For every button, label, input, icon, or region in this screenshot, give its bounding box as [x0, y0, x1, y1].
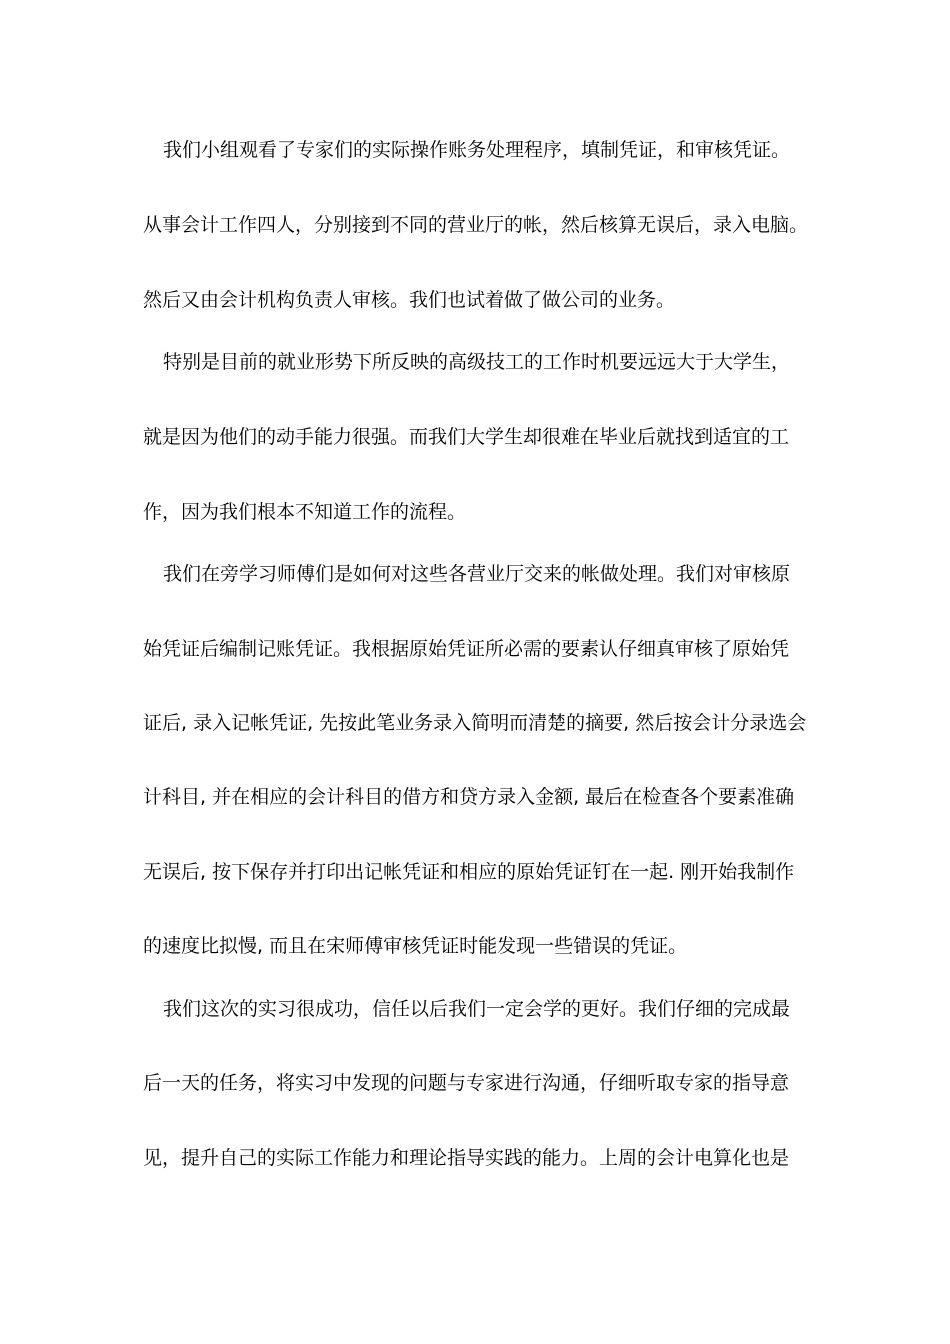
paragraph-2-line-3: 作，因为我们根本不知道工作的流程。	[143, 501, 467, 523]
paragraph-3-line-3: 证后, 录入记帐凭证, 先按此笔业务录入简明而清楚的摘要, 然后按会计分录选会	[143, 712, 807, 734]
paragraph-4-line-3: 见，提升自己的实际工作能力和理论指导实践的能力。上周的会计电算化也是	[143, 1147, 790, 1169]
paragraph-2-line-2: 就是因为他们的动手能力很强。而我们大学生却很难在毕业后就找到适宜的工	[143, 426, 790, 448]
paragraph-2-line-1: 特别是目前的就业形势下所反映的高级技工的工作时机要远远大于大学生，	[163, 351, 791, 373]
paragraph-4-line-1: 我们这次的实习很成功，信任以后我们一定会学的更好。我们仔细的完成最	[163, 998, 791, 1020]
paragraph-3-line-4: 计科目, 并在相应的会计科目的借方和贷方录入金额, 最后在检查各个要素准确	[143, 786, 795, 808]
paragraph-3-line-2: 始凭证后编制记账凭证。我根据原始凭证所必需的要素认仔细真审核了原始凭	[143, 638, 790, 660]
paragraph-3-line-6: 的速度比拟慢, 而且在宋师傅审核凭证时能发现一些错误的凭证。	[143, 935, 688, 957]
paragraph-3-line-1: 我们在旁学习师傅们是如何对这些各营业厅交来的帐做处理。我们对审核原	[163, 563, 791, 585]
paragraph-1-line-3: 然后又由会计机构负责人审核。我们也试着做了做公司的业务。	[143, 289, 676, 311]
paragraph-1-line-1: 我们小组观看了专家们的实际操作账务处理程序，填制凭证，和审核凭证。	[163, 139, 791, 161]
paragraph-1-line-2: 从事会计工作四人，分别接到不同的营业厅的帐，然后核算无误后，录入电脑。	[143, 214, 809, 236]
paragraph-3-line-5: 无误后, 按下保存并打印出记帐凭证和相应的原始凭证钉在一起. 刚开始我制作	[143, 861, 795, 883]
paragraph-4-line-2: 后一天的任务，将实习中发现的问题与专家进行沟通，仔细听取专家的指导意	[143, 1072, 790, 1094]
